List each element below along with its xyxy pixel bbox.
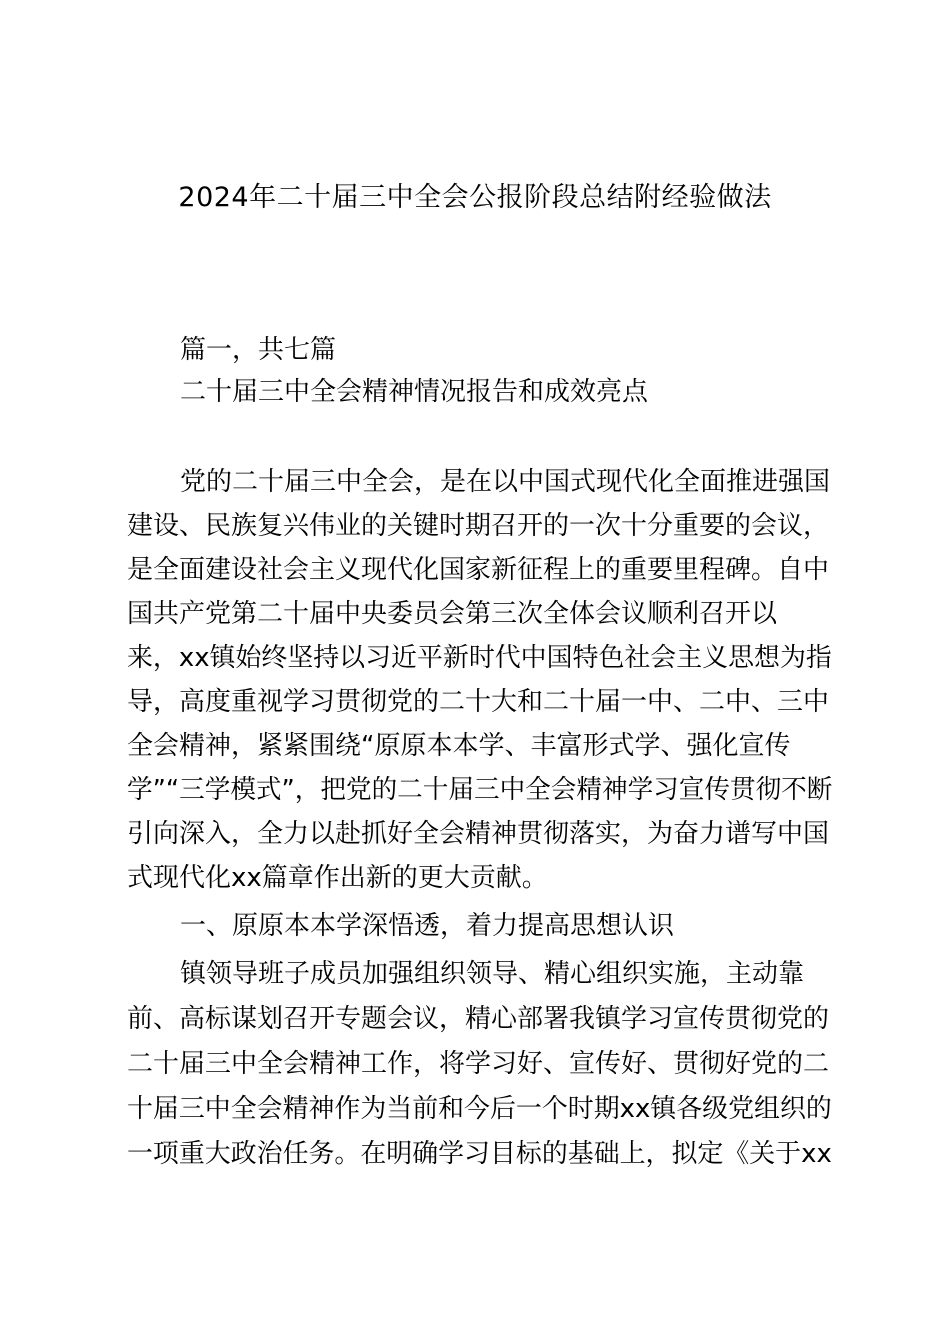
paragraph-line: 来，xx镇始终坚持以习近平新时代中国特色社会主义思想为指	[127, 643, 832, 673]
paragraph-line: 导，高度重视学习贯彻党的二十大和二十届一中、二中、三中	[127, 687, 830, 717]
paragraph-line: 镇领导班子成员加强组织领导、精心组织实施，主动靠	[180, 959, 805, 989]
paragraph-line: 党的二十届三中全会，是在以中国式现代化全面推进强国	[180, 467, 831, 497]
section-title: 二十届三中全会精神情况报告和成效亮点	[180, 377, 649, 407]
paragraph-line: 式现代化xx篇章作出新的更大贡献。	[127, 863, 548, 893]
paragraph-line: 引向深入，全力以赴抓好全会精神贯彻落实，为奋力谱写中国	[127, 819, 830, 849]
document-title: 2024年二十届三中全会公报阶段总结附经验做法	[178, 182, 772, 213]
paragraph-line: 十届三中全会精神作为当前和今后一个时期xx镇各级党组织的	[127, 1094, 832, 1124]
paragraph-line: 一项重大政治任务。在明确学习目标的基础上，拟定《关于xx	[127, 1139, 832, 1169]
paragraph-line: 学”“三学模式”，把党的二十届三中全会精神学习宣传贯彻不断	[127, 775, 833, 805]
paragraph-line: 二十届三中全会精神工作，将学习好、宣传好、贯彻好党的二	[127, 1049, 830, 1079]
paragraph-line: 前、高标谋划召开专题会议，精心部署我镇学习宣传贯彻党的	[127, 1004, 830, 1034]
heading-1: 一、原原本本学深悟透，着力提高思想认识	[180, 911, 675, 941]
paragraph-line: 建设、民族复兴伟业的关键时期召开的一次十分重要的会议，	[127, 511, 830, 541]
paragraph-line: 国共产党第二十届中央委员会第三次全体会议顺利召开以	[127, 599, 778, 629]
paragraph-line: 全会精神，紧紧围绕“原原本本学、丰富形式学、强化宣传	[127, 731, 791, 761]
series-label: 篇一，共七篇	[180, 335, 337, 365]
paragraph-line: 是全面建设社会主义现代化国家新征程上的重要里程碑。自中	[127, 555, 830, 585]
